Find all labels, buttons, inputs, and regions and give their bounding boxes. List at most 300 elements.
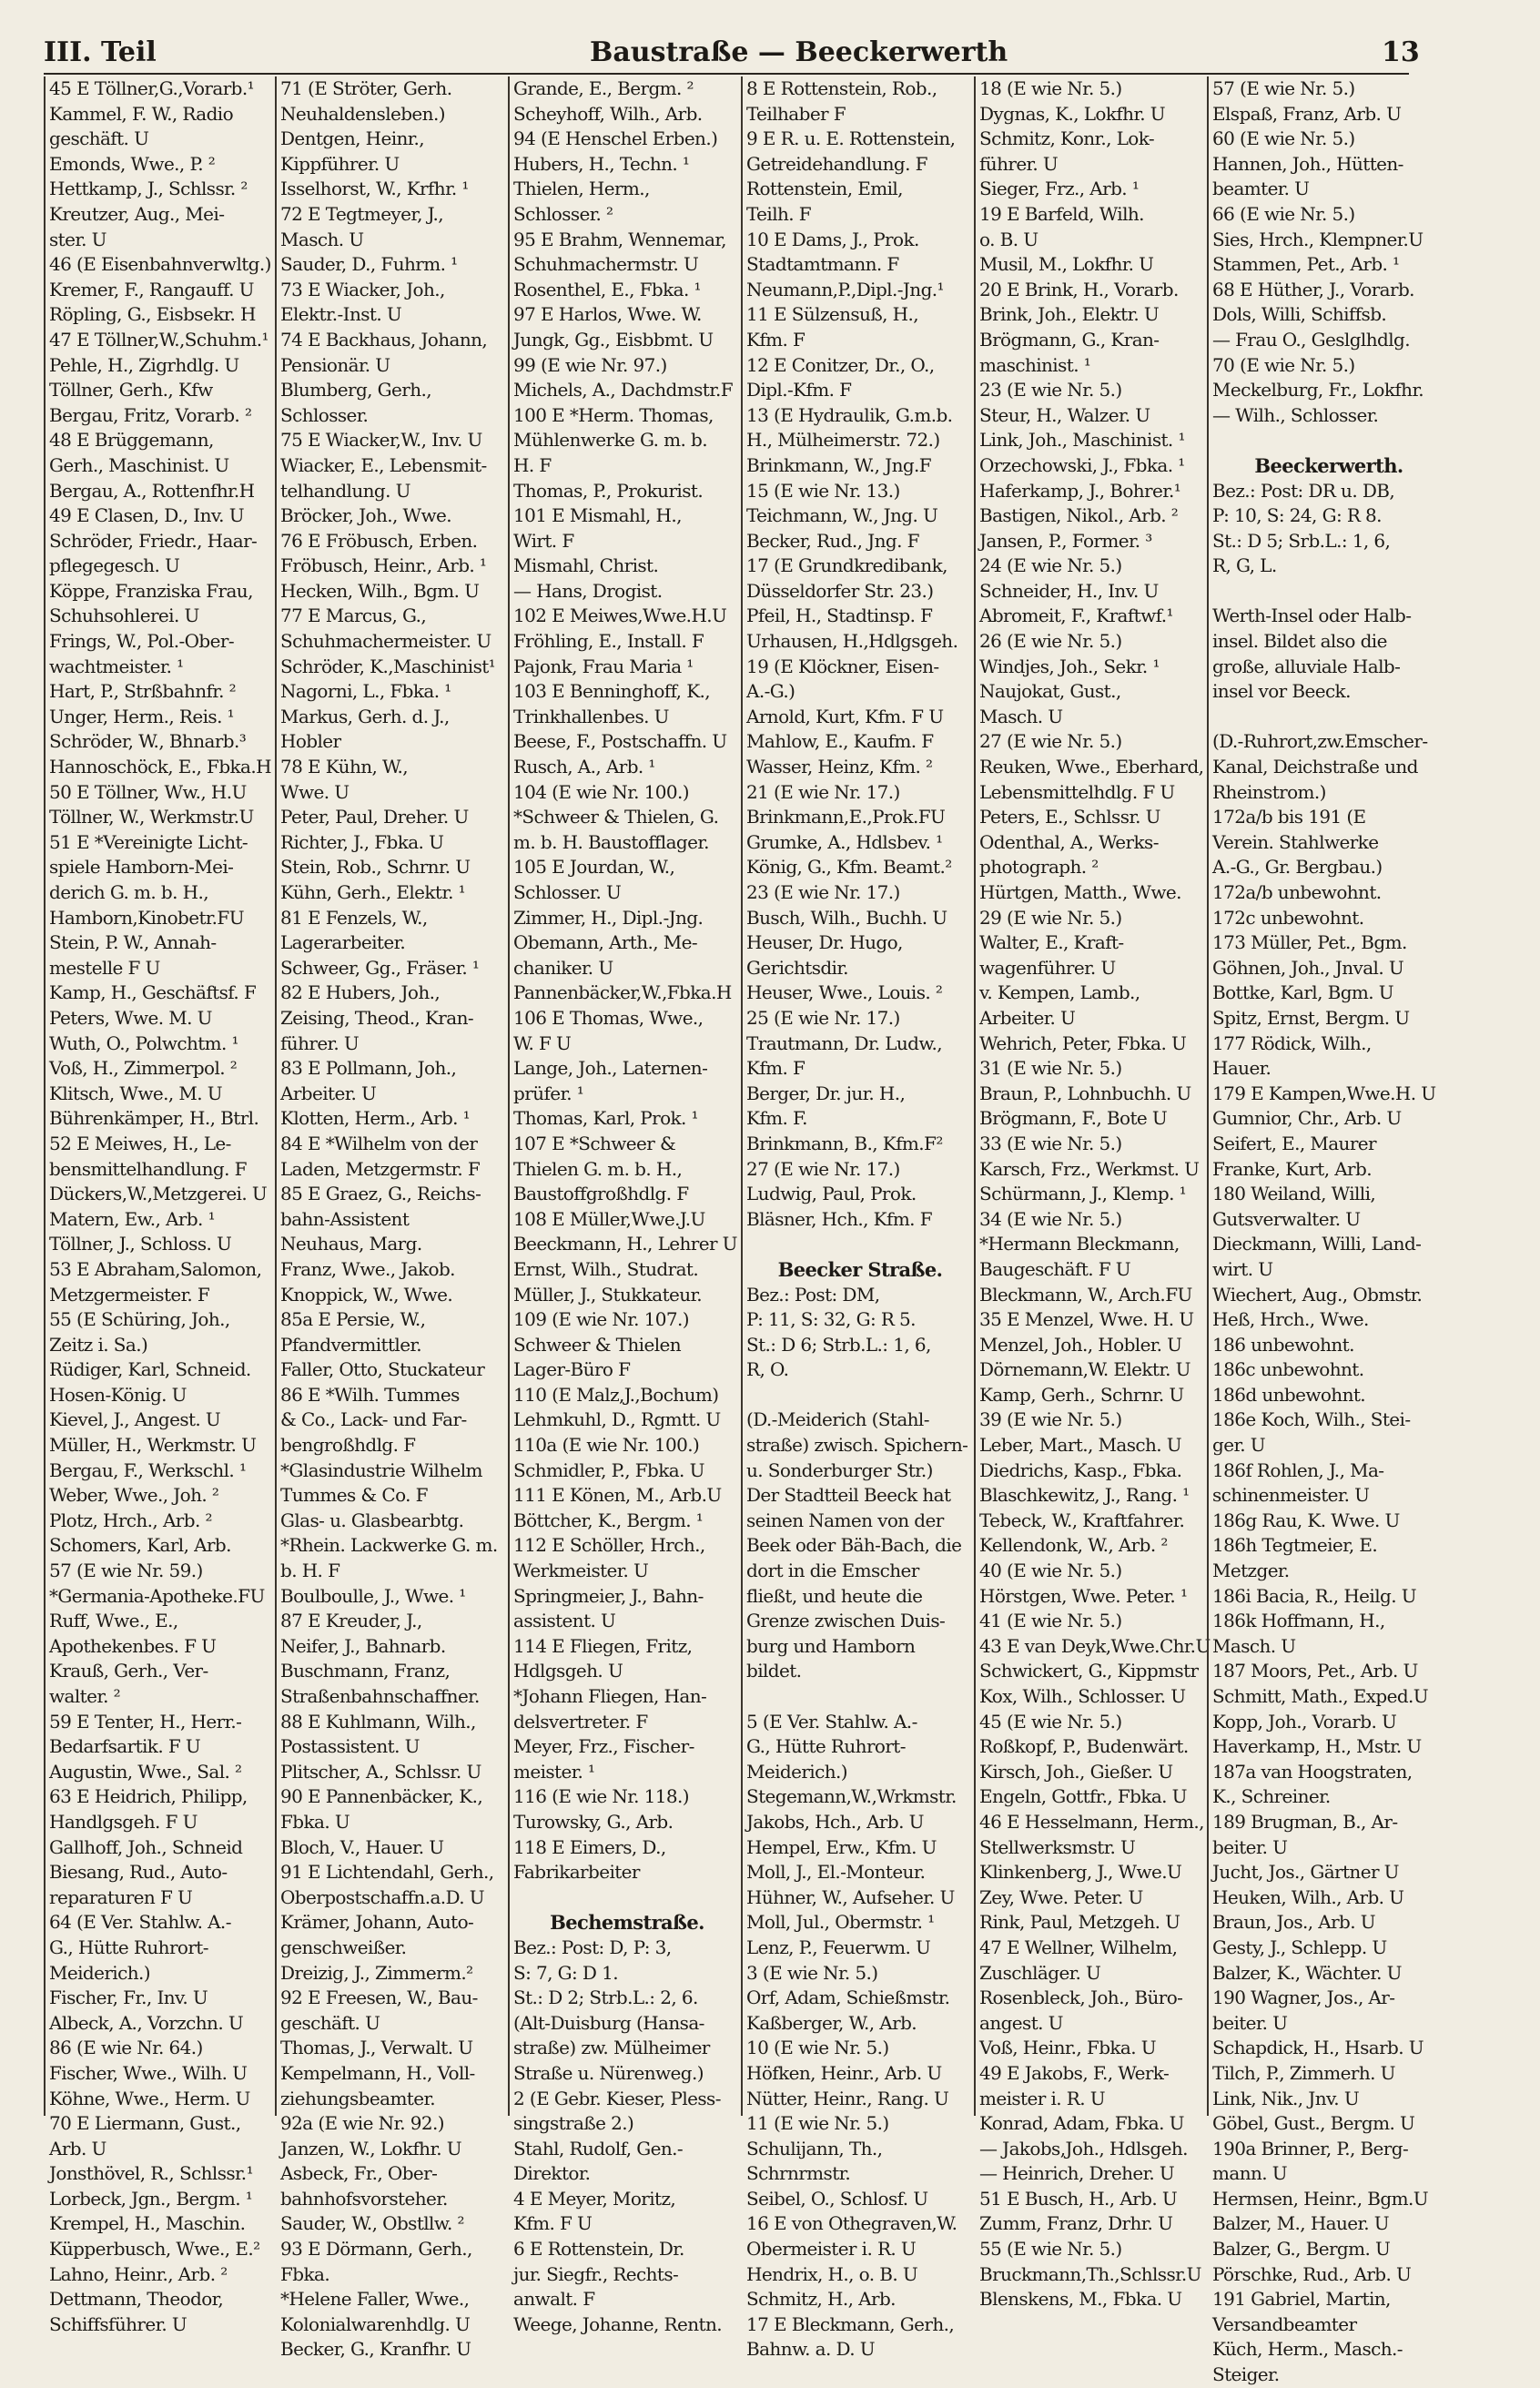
directory-entry-line: 88 E Kuhlmann, Wilh., (280, 1710, 476, 1733)
directory-entry-line: Zumm, Franz, Drhr. U (979, 2212, 1173, 2235)
directory-entry-line: 55 (E Schüring, Joh., (49, 1308, 230, 1331)
directory-entry-line: Töllner, W., Werkmstr.U (49, 806, 254, 828)
directory-entry-line: Bedarfsartik. F U (49, 1735, 201, 1758)
directory-entry-line: Franke, Kurt, Arb. (1212, 1157, 1372, 1180)
directory-entry-line: Apothekenbes. F U (49, 1634, 217, 1657)
directory-entry-line: Bruckmann,Th.,Schlssr.U (979, 2262, 1201, 2285)
directory-entry-line: ger. U (1212, 1434, 1265, 1457)
directory-entry-line: u. Sonderburger Str.) (746, 1458, 933, 1481)
directory-entry-line: Kievel, J., Angest. U (49, 1408, 221, 1431)
directory-entry-line: Hubers, H., Techn. ¹ (513, 152, 690, 175)
directory-entry-line: Peter, Paul, Dreher. U (280, 806, 469, 828)
directory-entry-line: Brögmann, F., Bote U (979, 1107, 1168, 1130)
directory-entry-line: anwalt. F (513, 2288, 595, 2311)
directory-entry-line: Becker, G., Kranfhr. U (280, 2338, 471, 2361)
directory-entry-line: *Helene Faller, Wwe., (280, 2288, 470, 2311)
directory-entry-line: Brinkmann, W., Jng.F (746, 453, 932, 476)
directory-entry-line: Schlosser. (280, 403, 369, 426)
directory-entry-line: 9 E R. u. E. Rottenstein, (746, 127, 956, 150)
directory-entry-line: Getreidehandlung. F (746, 152, 927, 175)
directory-entry-line: Röpling, G., Eisbsekr. H (49, 303, 256, 326)
directory-entry-line: 101 E Mismahl, H., (513, 504, 682, 527)
directory-entry-line: 187a van Hoogstraten, (1212, 1760, 1413, 1783)
directory-entry-line (1212, 705, 1445, 730)
directory-entry-line: Stahl, Rudolf, Gen.- (513, 2137, 684, 2159)
directory-entry-line: Bez.: Post: DR u. DB, (1212, 479, 1395, 502)
directory-entry-line: Schomers, Karl, Arb. (49, 1534, 231, 1557)
directory-entry-line: 100 E *Herm. Thomas, (513, 403, 714, 426)
column-6 (1207, 76, 1445, 2386)
directory-entry-line: 10 E Dams, J., Prok. (746, 228, 919, 250)
directory-entry-line: 95 E Brahm, Wennemar, (513, 228, 726, 250)
directory-entry-line: Kox, Wilh., Schlosser. U (979, 1685, 1186, 1707)
directory-entry-line: 99 (E wie Nr. 97.) (513, 353, 667, 376)
directory-entry-line: Hdlgsgeh. U (513, 1660, 623, 1682)
directory-entry-line: angest. U (979, 2011, 1063, 2034)
directory-entry-line: Rosenthel, E., Fbka. ¹ (513, 278, 701, 300)
directory-entry-line: Pfeil, H., Stadtinsp. F (746, 605, 933, 627)
directory-entry-line: Hühner, W., Aufseher. U (746, 1885, 955, 1908)
directory-entry-line: Moll, J., El.-Monteur. (746, 1861, 926, 1884)
directory-entry-line: Richter, J., Fbka. U (280, 830, 444, 853)
directory-entry-line: Schröder, Friedr., Haar- (49, 529, 258, 552)
directory-entry-line: Kopp, Joh., Vorarb. U (1212, 1710, 1397, 1733)
directory-entry-line: Kaßberger, W., Arb. (746, 2011, 917, 2034)
directory-entry-line: Bläsner, Hch., Kfm. F (746, 1207, 932, 1230)
directory-entry-line: Wwe. U (280, 780, 350, 803)
directory-entry-line: 186f Rohlen, J., Ma- (1212, 1458, 1384, 1481)
directory-entry-line: Hart, P., Strßbahnfr. ² (49, 680, 236, 703)
directory-entry-line: 27 (E wie Nr. 17.) (746, 1157, 900, 1180)
directory-entry-line: *Rhein. Lackwerke G. m. (280, 1534, 498, 1557)
directory-entry-line: Schrnrmstr. (746, 2162, 851, 2185)
directory-entry-line: Höfken, Heinr., Arb. U (746, 2061, 942, 2084)
directory-entry-line: Busch, Wilh., Buchh. U (746, 906, 947, 929)
directory-entry-line: Meiderich.) (49, 1961, 150, 1984)
directory-entry-line: Naujokat, Gust., (979, 680, 1121, 703)
directory-entry-line: Der Stadtteil Beeck hat (746, 1484, 951, 1507)
directory-entry-line: 109 (E wie Nr. 107.) (513, 1308, 689, 1331)
directory-entry-line: Braun, P., Lohnbuchh. U (979, 1082, 1191, 1104)
directory-entry-line: 21 (E wie Nr. 17.) (746, 780, 900, 803)
directory-entry-line: walter. ² (49, 1685, 121, 1707)
directory-entry-line: 19 (E Klöckner, Eisen- (746, 655, 939, 677)
directory-entry-line: große, alluviale Halb- (1212, 655, 1401, 677)
directory-entry-line: Metzgermeister. F (49, 1283, 210, 1306)
directory-entry-line: m. b. H. Baustofflager. (513, 830, 709, 853)
column-3 (508, 76, 741, 2335)
directory-entry-line: Boulboulle, J., Wwe. ¹ (280, 1584, 466, 1607)
directory-entry-line: 189 Brugman, B., Ar- (1212, 1810, 1398, 1833)
directory-entry-line: Lenz, P., Feuerwm. U (746, 1936, 931, 1958)
column-1 (44, 76, 275, 2335)
directory-entry-line: chaniker. U (513, 956, 613, 979)
directory-entry-line: Zey, Wwe. Peter. U (979, 1885, 1143, 1908)
directory-entry-line: jur. Siegfr., Rechts- (513, 2262, 679, 2285)
directory-entry-line: dort in die Emscher (746, 1560, 919, 1582)
directory-entry-line: Weege, Johanne, Rentn. (513, 2312, 722, 2335)
directory-entry-line: Ernst, Wilh., Studrat. (513, 1257, 699, 1280)
directory-entry-line: Hendrix, H., o. B. U (746, 2262, 918, 2285)
directory-entry-line: St.: D 5; Srb.L.: 1, 6, (1212, 529, 1391, 552)
directory-entry-line: 64 (E Ver. Stahlw. A.- (49, 1911, 231, 1934)
directory-entry-line: Neifer, J., Bahnarb. (280, 1634, 446, 1657)
directory-entry-line: Töllner, Gerh., Kfw (49, 379, 213, 401)
directory-entry-line: Baustoffgroßhdlg. F (513, 1183, 689, 1205)
directory-entry-line: Voß, Heinr., Fbka. U (979, 2037, 1157, 2059)
directory-entry-line: seinen Namen von der (746, 1509, 944, 1531)
directory-entry-line: Diedrichs, Kasp., Fbka. (979, 1458, 1182, 1481)
directory-entry-line: Dörnemann,W. Elektr. U (979, 1358, 1190, 1381)
directory-entry-line: R, O. (746, 1358, 789, 1381)
directory-entry-line: insel. Bildet also die (1212, 630, 1387, 653)
directory-entry-line: Direktor. (513, 2162, 591, 2185)
directory-entry-line: 40 (E wie Nr. 5.) (979, 1560, 1122, 1582)
directory-entry-line: 70 (E wie Nr. 5.) (1212, 353, 1355, 376)
directory-entry-line: Neuhaldensleben.) (280, 102, 445, 125)
directory-entry-line: beiter. U (1212, 2011, 1288, 2034)
directory-entry-line: 77 E Marcus, G., (280, 605, 427, 627)
directory-entry-line: Springmeier, J., Bahn- (513, 1584, 704, 1607)
directory-entry-line: Kremer, F., Rangauff. U (49, 278, 254, 300)
directory-entry-line: Asbeck, Fr., Ober- (280, 2162, 438, 2185)
directory-entry-line: 190a Brinner, P., Berg- (1212, 2137, 1409, 2159)
directory-entry-line: Lagerarbeiter. (280, 931, 406, 954)
directory-entry-line: Pajonk, Frau Maria ¹ (513, 655, 694, 677)
directory-entry-line: 83 E Pollmann, Joh., (280, 1057, 457, 1080)
directory-entry-line: 92a (E wie Nr. 92.) (280, 2112, 444, 2135)
directory-entry-line: Elspaß, Franz, Arb. U (1212, 102, 1402, 125)
directory-entry-line: 52 E Meiwes, H., Le- (49, 1132, 231, 1154)
directory-entry-line: 20 E Brink, H., Vorarb. (979, 278, 1179, 300)
directory-entry-line: Kfm. F U (513, 2212, 593, 2235)
directory-entry-line: Becker, Rud., Jng. F (746, 529, 919, 552)
directory-entry-line: o. B. U (979, 228, 1038, 250)
directory-entry-line: 111 E Könen, M., Arb.U (513, 1484, 722, 1507)
directory-entry-line: Roßkopf, P., Budenwärt. (979, 1735, 1189, 1758)
directory-entry-line: photograph. ² (979, 856, 1099, 879)
directory-entry-line: Pannenbäcker,W.,Fbka.H (513, 981, 732, 1004)
directory-entry-line: Knoppick, W., Wwe. (280, 1283, 453, 1306)
directory-entry-line: Klitsch, Wwe., M. U (49, 1082, 223, 1104)
directory-entry-line: Fröhling, E., Install. F (513, 630, 704, 653)
directory-entry-line: Reuken, Wwe., Eberhard, (979, 756, 1204, 778)
directory-entry-line: Hempel, Erw., Kfm. U (746, 1835, 937, 1858)
directory-entry-line: Rusch, A., Arb. ¹ (513, 756, 655, 778)
directory-entry-line: Gerh., Maschinist. U (49, 453, 229, 476)
directory-entry-line: 93 E Dörmann, Gerh., (280, 2238, 472, 2261)
directory-entry-line: Plitscher, A., Schlssr. U (280, 1760, 481, 1783)
directory-entry-line: Fischer, Fr., Inv. U (49, 1987, 208, 2009)
directory-entry-line: Jucht, Jos., Gärtner U (1212, 1861, 1399, 1884)
directory-entry-line: 73 E Wiacker, Joh., (280, 278, 445, 300)
directory-entry-line: Bahnw. a. D. U (746, 2338, 875, 2361)
directory-entry-line: Bleckmann, W., Arch.FU (979, 1283, 1192, 1306)
directory-entry-line: 11 (E wie Nr. 5.) (746, 2112, 889, 2135)
directory-entry-line: Küpperbusch, Wwe., E.² (49, 2238, 260, 2261)
directory-entry-line: — Jakobs,Joh., Hdlsgeh. (979, 2137, 1188, 2159)
directory-entry-line: Urhausen, H.,Hdlgsgeh. (746, 630, 958, 653)
directory-entry-line: — Frau O., Geslglhdlg. (1212, 328, 1410, 351)
directory-entry-line: Stadtamtmann. F (746, 253, 899, 276)
directory-entry-line: 13 (E Hydraulik, G.m.b. (746, 403, 953, 426)
directory-entry-line: Versandbeamter (1212, 2312, 1357, 2335)
directory-entry-line: Sies, Hrch., Klempner.U (1212, 228, 1423, 250)
directory-entry-line: Laden, Metzgermstr. F (280, 1157, 481, 1180)
directory-entry-line: 186c unbewohnt. (1212, 1358, 1364, 1381)
directory-entry-line: Kellendonk, W., Arb. ² (979, 1534, 1168, 1557)
directory-entry-line: Gallhoff, Joh., Schneid (49, 1835, 243, 1858)
directory-entry-line: Scheyhoff, Wilh., Arb. (513, 102, 703, 125)
directory-entry-line: 186i Bacia, R., Heilg. U (1212, 1584, 1416, 1607)
directory-entry-line: mann. U (1212, 2162, 1288, 2185)
directory-entry-line: Kreutzer, Aug., Mei- (49, 202, 225, 225)
directory-entry-line: Bez.: Post: D, P: 3, (513, 1936, 672, 1958)
directory-entry-line: Wiacker, E., Lebensmit- (280, 453, 487, 476)
directory-entry-line: Gesty, J., Schlepp. U (1212, 1936, 1387, 1958)
directory-entry-line: Link, Nik., Jnv. U (1212, 2087, 1360, 2109)
column-2 (275, 76, 508, 2361)
directory-entry-line: 18 (E wie Nr. 5.) (979, 77, 1122, 99)
directory-entry-line: b. H. F (280, 1560, 340, 1582)
directory-entry-line: Odenthal, A., Werks- (979, 830, 1159, 853)
directory-entry-line: Fabrikarbeiter (513, 1861, 640, 1884)
directory-entry-line: 85 E Graez, G., Reichs- (280, 1183, 481, 1205)
directory-entry-line: A.-G., Gr. Bergbau.) (1212, 856, 1383, 879)
directory-entry-line: Fbka. U (280, 1810, 350, 1833)
directory-entry-line: Voß, H., Zimmerpol. ² (49, 1057, 238, 1080)
directory-entry-line: — Hans, Drogist. (513, 579, 663, 602)
directory-entry-line: 3 (E wie Nr. 5.) (746, 1961, 878, 1984)
directory-entry-line: Heuser, Dr. Hugo, (746, 931, 903, 954)
directory-entry-line: 15 (E wie Nr. 13.) (746, 479, 900, 502)
directory-entry-line: K., Schreiner. (1212, 1785, 1331, 1808)
directory-entry-line: Wirt. F (513, 529, 574, 552)
directory-entry-line: 31 (E wie Nr. 5.) (979, 1057, 1122, 1080)
directory-entry-line: Pörschke, Rud., Arb. U (1212, 2262, 1412, 2285)
directory-entry-line: meister i. R. U (979, 2087, 1105, 2109)
directory-entry-line: Brinkmann, B., Kfm.F² (746, 1132, 943, 1154)
directory-entry-line: 180 Weiland, Willi, (1212, 1183, 1376, 1205)
directory-entry-line: Schneider, H., Inv. U (979, 579, 1159, 602)
directory-entry-line: 87 E Kreuder, J., (280, 1610, 422, 1632)
directory-entry-line: 187 Moors, Pet., Arb. U (1212, 1660, 1418, 1682)
directory-entry-line: Metzger. (1212, 1560, 1290, 1582)
directory-entry-line: 60 (E wie Nr. 5.) (1212, 127, 1355, 150)
directory-entry-line: St.: D 2; Strb.L.: 2, 6. (513, 1987, 698, 2009)
directory-entry-line: ziehungsbeamter. (280, 2087, 435, 2109)
directory-entry-line: Hobler (280, 730, 341, 753)
directory-entry-line: Leber, Mart., Masch. U (979, 1434, 1182, 1457)
directory-entry-line: Pfandvermittler. (280, 1333, 421, 1356)
directory-entry-line: Töllner, J., Schloss. U (49, 1233, 232, 1255)
directory-entry-line: 23 (E wie Nr. 17.) (746, 881, 900, 903)
directory-entry-line: 110 (E Malz,J.,Bochum) (513, 1383, 719, 1406)
directory-entry-line: Schmitz, Konr., Lok- (979, 127, 1155, 150)
directory-entry-line: Markus, Gerh. d. J., (280, 705, 450, 727)
directory-entry-line: Blaschkewitz, J., Rang. ¹ (979, 1484, 1190, 1507)
directory-entry-line: Göhnen, Joh., Jnval. U (1212, 956, 1404, 979)
directory-entry-line: prüfer. ¹ (513, 1082, 584, 1104)
directory-entry-line: Orzechowski, J., Fbka. ¹ (979, 453, 1185, 476)
directory-entry-line: Hannoschöck, E., Fbka.H (49, 756, 271, 778)
directory-entry-line: — Heinrich, Dreher. U (979, 2162, 1175, 2185)
street-heading: Beecker Straße. (777, 1257, 943, 1281)
directory-entry-line: 106 E Thomas, Wwe., (513, 1006, 704, 1029)
directory-entry-line: 24 (E wie Nr. 5.) (979, 554, 1122, 577)
directory-entry-line: Lebensmittelhdlg. F U (979, 780, 1175, 803)
directory-entry-line: Jonsthövel, R., Schlssr.¹ (49, 2162, 253, 2185)
directory-entry-line: Kolonialwarenhdlg. U (280, 2312, 471, 2335)
directory-entry-line: 43 E van Deyk,Wwe.Chr.U (979, 1634, 1211, 1657)
directory-entry-line: Gumnior, Chr., Arb. U (1212, 1107, 1402, 1130)
directory-entry-line: Beeckmann, H., Lehrer U (513, 1233, 737, 1255)
directory-entry-line: Michels, A., Dachdmstr.F (513, 379, 733, 401)
directory-entry-line: 26 (E wie Nr. 5.) (979, 630, 1122, 653)
directory-entry-line: Emonds, Wwe., P. ² (49, 152, 216, 175)
directory-entry-line: 34 (E wie Nr. 5.) (979, 1207, 1122, 1230)
directory-entry-line: 10 (E wie Nr. 5.) (746, 2037, 889, 2059)
directory-entry-line: Köppe, Franziska Frau, (49, 579, 253, 602)
directory-entry-line: 190 Wagner, Jos., Ar- (1212, 1987, 1395, 2009)
directory-entry-line: Kempelmann, H., Voll- (280, 2061, 475, 2084)
directory-entry-line: Stein, Rob., Schrnr. U (280, 856, 471, 879)
directory-entry-line (746, 1232, 974, 1257)
directory-entry-line (746, 1383, 974, 1408)
directory-entry-line: Krempel, H., Maschin. (49, 2212, 246, 2235)
directory-entry-line: Link, Joh., Maschinist. ¹ (979, 429, 1185, 452)
directory-entry-line: Haverkamp, H., Mstr. U (1212, 1735, 1422, 1758)
directory-entry-line: 46 (E Eisenbahnverwltg.) (49, 253, 271, 276)
directory-entry-line: Hauer. (1212, 1057, 1272, 1080)
directory-entry-line: Stein, P. W., Annah- (49, 931, 217, 954)
directory-entry-line: Schmitz, H., Arb. (746, 2288, 896, 2311)
directory-entry-line: Pensionär. U (280, 353, 390, 376)
directory-entry-line: — Wilh., Schlosser. (1212, 403, 1379, 426)
directory-entry-line: Unger, Herm., Reis. ¹ (49, 705, 235, 727)
directory-entry-line: Lager-Büro F (513, 1358, 631, 1381)
directory-entry-line: mestelle F U (49, 956, 160, 979)
directory-entry-line: Dols, Willi, Schiffsb. (1212, 303, 1387, 326)
directory-entry-line: Meckelburg, Fr., Lokfhr. (1212, 379, 1423, 401)
directory-entry-line: Elektr.-Inst. U (280, 303, 402, 326)
directory-entry-line: Masch. U (979, 705, 1063, 727)
directory-entry-line: Klinkenberg, J., Wwe.U (979, 1861, 1182, 1884)
directory-entry-line: Schwickert, G., Kippmstr (979, 1660, 1199, 1682)
directory-entry-line: Dieckmann, Willi, Land- (1212, 1233, 1422, 1255)
directory-entry-line: Bloch, V., Hauer. U (280, 1835, 444, 1858)
directory-entry-line: Krauß, Gerh., Ver- (49, 1660, 208, 1682)
directory-entry-line: Gutsverwalter. U (1212, 1207, 1361, 1230)
directory-entry-line: Küch, Herm., Masch.- (1212, 2338, 1403, 2361)
directory-entry-line: W. F U (513, 1031, 572, 1054)
directory-entry-line: 48 E Brüggemann, (49, 429, 214, 452)
directory-entry-line: Schuhsohlerei. U (49, 605, 199, 627)
directory-entry-line: Kanal, Deichstraße und (1212, 756, 1418, 778)
directory-entry-line: Wuth, O., Polwchtm. ¹ (49, 1031, 238, 1054)
directory-entry-line: Zuschläger. U (979, 1961, 1101, 1984)
directory-entry-line: Arbeiter. U (979, 1006, 1076, 1029)
directory-entry-line: Straße u. Nürenweg.) (513, 2061, 704, 2084)
directory-entry-line: Köhne, Wwe., Herm. U (49, 2087, 250, 2109)
directory-entry-line: 72 E Tegtmeyer, J., (280, 202, 444, 225)
directory-entry-line: König, G., Kfm. Beamt.² (746, 856, 952, 879)
directory-entry-line: 177 Rödick, Wilh., (1212, 1031, 1372, 1054)
directory-entry-line: 53 E Abraham,Salomon, (49, 1257, 262, 1280)
directory-entry-line: Mismahl, Christ. (513, 554, 659, 577)
directory-entry-line: Dentgen, Heinr., (280, 127, 425, 150)
directory-entry-line: Schuhmachermeister. U (280, 630, 491, 653)
directory-entry-line: Beek oder Bäh-Bach, die (746, 1534, 962, 1557)
directory-entry-line: 68 E Hüther, J., Vorarb. (1212, 278, 1414, 300)
directory-entry-line: Arb. U (49, 2137, 106, 2159)
directory-entry-line: Brinkmann,E.,Prok.FU (746, 806, 946, 828)
directory-entry-line: Schmitt, Math., Exped.U (1212, 1685, 1429, 1707)
directory-entry-line: Krämer, Johann, Auto- (280, 1911, 474, 1934)
directory-entry-line: Klotten, Herm., Arb. ¹ (280, 1107, 471, 1130)
directory-entry-line: 11 E Sülzensuß, H., (746, 303, 918, 326)
directory-entry-line: P: 11, S: 32, G: R 5. (746, 1308, 916, 1331)
directory-entry-line: 51 E Busch, H., Arb. U (979, 2187, 1178, 2210)
directory-entry-line: 86 E *Wilh. Tummes (280, 1383, 460, 1406)
directory-entry-line: Hettkamp, J., Schlssr. ² (49, 178, 248, 200)
directory-entry-line: Schuhmachermstr. U (513, 253, 699, 276)
directory-entry-line (746, 1684, 974, 1710)
directory-entry-line: 82 E Hubers, Joh., (280, 981, 441, 1004)
directory-entry-line: Thielen G. m. b. H., (513, 1157, 683, 1180)
directory-entry-line: Kammel, F. W., Radio (49, 102, 234, 125)
directory-entry-line: 29 (E wie Nr. 5.) (979, 906, 1122, 929)
directory-entry-line: 191 Gabriel, Martin, (1212, 2288, 1391, 2311)
directory-entry-line: 47 E Wellner, Wilhelm, (979, 1936, 1178, 1958)
section-label: III. Teil (44, 36, 157, 68)
directory-entry-line: straße) zwisch. Spichern- (746, 1434, 968, 1457)
directory-entry-line: Trinkhallenbes. U (513, 705, 669, 727)
directory-entry-line: 76 E Fröbusch, Erben. (280, 529, 478, 552)
directory-entry-line: Orf, Adam, Schießmstr. (746, 1987, 950, 2009)
directory-entry-line: Grenze zwischen Duis- (746, 1610, 946, 1632)
directory-entry-line: Mühlenwerke G. m. b. (513, 429, 708, 452)
directory-entry-line: 27 (E wie Nr. 5.) (979, 730, 1122, 753)
directory-entry-line: beiter. U (1212, 1835, 1288, 1858)
directory-entry-line: geschäft. U (280, 2011, 380, 2034)
directory-entry-line: (D.-Meiderich (Stahl- (746, 1408, 929, 1431)
directory-entry-line: G., Hütte Ruhrort- (746, 1735, 906, 1758)
directory-entry-line: 49 E Clasen, D., Inv. U (49, 504, 244, 527)
directory-entry-line: spiele Hamborn-Mei- (49, 856, 234, 879)
directory-entry-line: Hamborn,Kinobetr.FU (49, 906, 244, 929)
directory-entry-line: 86 (E wie Nr. 64.) (49, 2037, 203, 2059)
directory-entry-line (1212, 579, 1445, 605)
header-rule (44, 73, 1409, 75)
directory-entry-line: Berger, Dr. jur. H., (746, 1082, 906, 1104)
directory-entry-line: Neumann,P.,Dipl.-Jng.¹ (746, 278, 944, 300)
directory-entry-line: 90 E Pannenbäcker, K., (280, 1785, 483, 1808)
directory-entry-line: Turowsky, G., Arb. (513, 1810, 674, 1833)
directory-entry-line: Rüdiger, Karl, Schneid. (49, 1358, 251, 1381)
directory-entry-line: *Glasindustrie Wilhelm (280, 1458, 482, 1481)
directory-entry-line: Teichmann, W., Jng. U (746, 504, 938, 527)
page-number: 13 (1382, 36, 1420, 68)
directory-entry-line: Schröder, K.,Maschinist¹ (280, 655, 496, 677)
directory-entry-line: Masch. U (1212, 1634, 1296, 1657)
directory-entry-line: Balzer, M., Hauer. U (1212, 2212, 1390, 2235)
directory-entry-line: Heß, Hrch., Wwe. (1212, 1308, 1369, 1331)
directory-entry-line: reparaturen F U (49, 1885, 193, 1908)
directory-entry-line: Musil, M., Lokfhr. U (979, 253, 1154, 276)
directory-entry-line: Schweer & Thielen (513, 1333, 682, 1356)
directory-entry-line: 172a/b bis 191 (E (1212, 806, 1366, 828)
